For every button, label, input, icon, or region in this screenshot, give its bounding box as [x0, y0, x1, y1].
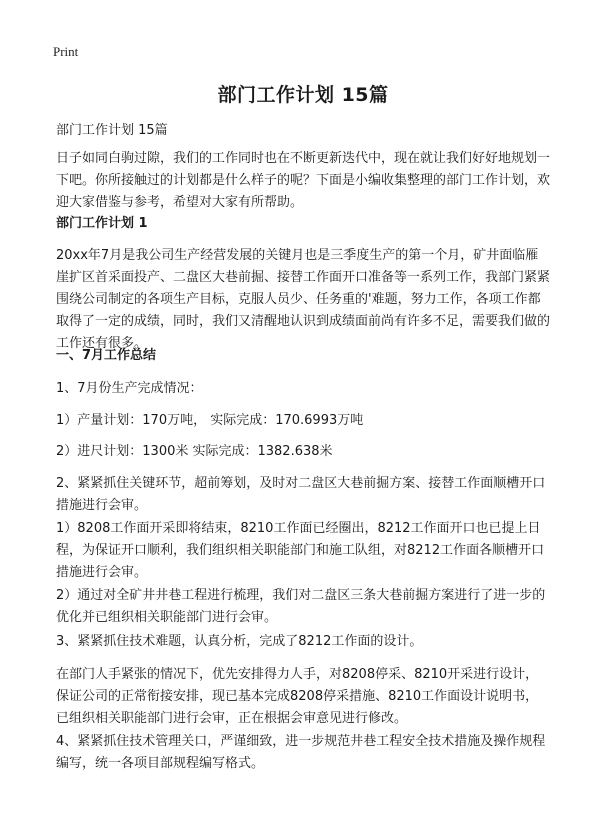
list-item: 1）8208工作面开采即将结束，8210工作面已经圈出，8212工作面开口也已提上日程，为保证开口顺利，我们组织相关职能部门和施工队组，对8212工作面各顺槽开口措施进行会审。 — [56, 521, 545, 580]
summary-heading: 一、7月工作总结 — [56, 348, 157, 363]
document-subtitle: 部门工作计划 15篇 — [56, 123, 168, 138]
list-item: 2）通过对全矿井井巷工程进行梳理，我们对二盘区三条大巷前掘方案进行了进一步的优化并已组织相关职能部门进行会审。 — [56, 588, 546, 625]
section-title: 部门工作计划 1 — [56, 216, 148, 231]
list-item: 1、7月份生产完成情况： — [56, 381, 203, 396]
list-item: 4、紧紧抓住技术管理关口，严谨细致，进一步规范井巷工程安全技术措施及操作规程编写，统一各项目部规程编写格式。 — [56, 734, 546, 771]
list-item: 2、紧紧抓住关键环节，超前筹划，及时对二盘区大巷前掘方案、接替工作面顺槽开口措施进行会审。 — [56, 476, 546, 513]
print-link[interactable]: Print — [53, 44, 79, 59]
list-item: 1）产量计划：170万吨， 实际完成：170.6993万吨 — [56, 413, 364, 428]
list-item: 在部门人手紧张的情况下，优先安排得力人手，对8208停采、8210开采进行设计，保证公司的正常衔接安排，现已基本完成8208停采措施、8210工作面设计说明书，已组织相关职能部门进行会审，正在根据会审意见进行修改。 — [56, 667, 539, 726]
page-title: 部门工作计划 15篇 — [217, 84, 389, 106]
list-item: 3、紧紧抓住技术难题，认真分析，完成了8212工作面的设计。 — [56, 634, 423, 649]
intro-paragraph: 日子如同白驹过隙，我们的工作同时也在不断更新迭代中，现在就让我们好好地规划一下吧。你所接触过的计划都是什么样子的呢？下面是小编收集整理的部门工作计划，欢迎大家借鉴与参考，希望对大家有所帮助。 — [56, 151, 551, 210]
section-paragraph: 20xx年7月是我公司生产经营发展的关键月也是三季度生产的第一个月，矿井面临雁崖扩区首采面投产、二盘区大巷前掘、接替工作面开口准备等一系列工作，我部门紧紧围绕公司制定的各项生产目标，克服人员少、任务重的'难题，努力工作，各项工作都取得了一定的成绩，同时，我们又清醒地认识到成绩面前尚有许多不足，需要我们做的工作还有很多。 — [56, 248, 551, 351]
list-item: 2）进尺计划：1300米 实际完成：1382.638米 — [56, 444, 333, 459]
